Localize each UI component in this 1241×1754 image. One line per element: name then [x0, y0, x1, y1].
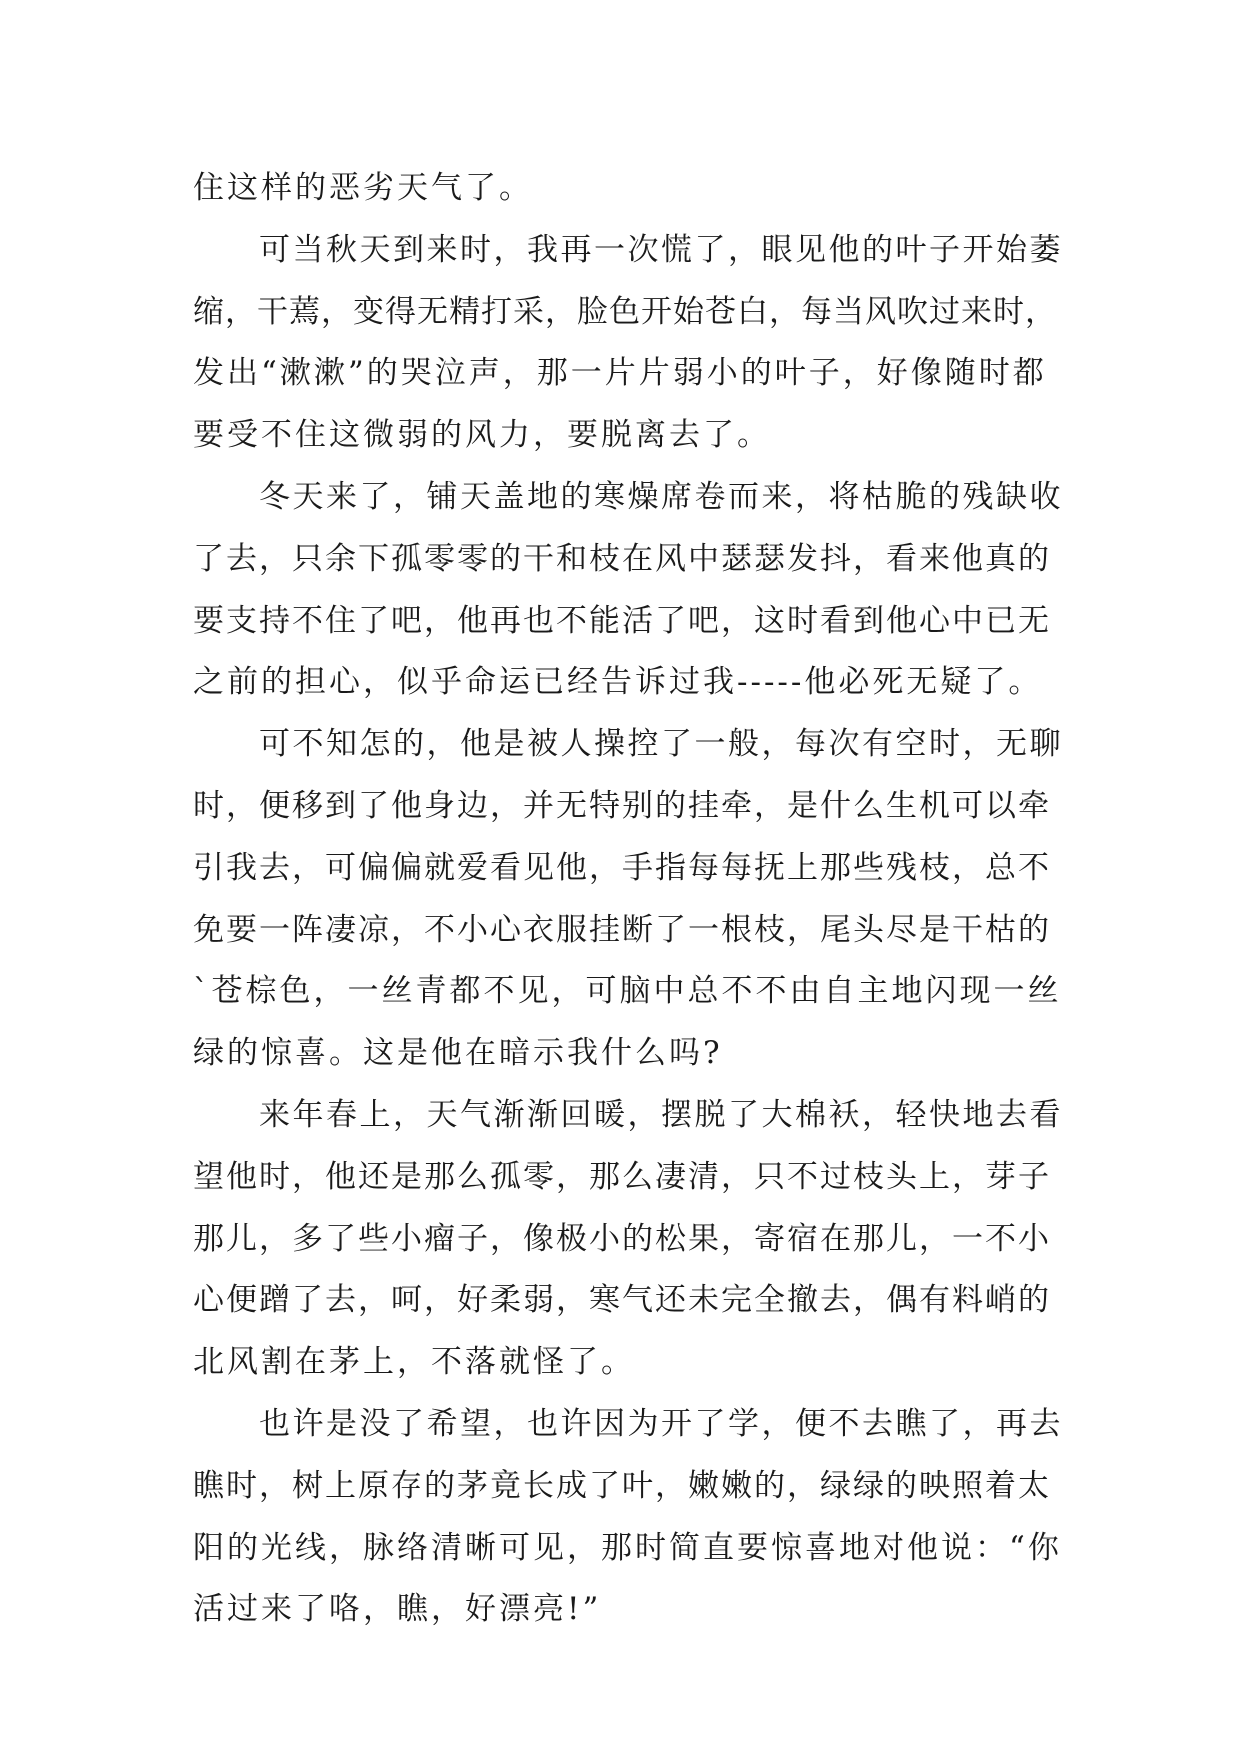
text-line: `苍棕色，一丝青都不见，可脑中总不不由自主地闪现一丝: [193, 973, 1062, 1010]
text-line: 绿的惊喜。这是他在暗示我什么吗?: [193, 1035, 723, 1072]
text-line: 缩，干蔫，变得无精打采，脸色开始苍白，每当风吹过来时，: [193, 293, 1057, 330]
text-line: 发出“漱漱”的哭泣声，那一片片弱小的叶子，好像随时都: [193, 355, 1047, 392]
text-line: 心便蹭了去，呵，好柔弱，寒气还未完全撤去，偶有料峭的: [193, 1282, 1051, 1319]
text-line: 免要一阵凄凉，不小心衣服挂断了一根枝，尾头尽是干枯的: [193, 911, 1051, 948]
paragraph-first-line: 冬天来了，铺天盖地的寒燥席卷而来，将枯脆的残缺收: [259, 478, 1063, 515]
body-text: [193, 158, 1063, 1641]
paragraph-first-line: 可当秋天到来时，我再一次慌了，眼见他的叶子开始萎: [259, 231, 1063, 268]
text-line: 北风割在茅上，不落就怪了。: [193, 1344, 635, 1381]
text-line: 望他时，他还是那么孤零，那么凄清，只不过枝头上，芽子: [193, 1158, 1051, 1195]
text-line: 时，便移到了他身边，并无特别的挂牵，是什么生机可以牵: [193, 787, 1051, 824]
text-line: 要受不住这微弱的风力，要脱离去了。: [193, 417, 771, 454]
text-line: 那儿，多了些小瘤子，像极小的松果，寄宿在那儿，一不小: [193, 1220, 1051, 1257]
text-line: 活过来了咯，瞧，好漂亮!”: [193, 1591, 602, 1628]
paragraph-first-line: 也许是没了希望，也许因为开了学，便不去瞧了，再去: [259, 1405, 1063, 1442]
paragraph-first-line: 来年春上，天气渐渐回暖，摆脱了大棉袄，轻快地去看: [259, 1096, 1063, 1133]
text-line: 了去，只余下孤零零的干和枝在风中瑟瑟发抖，看来他真的: [193, 540, 1051, 577]
text-line: 之前的担心，似乎命运已经告诉过我-----他必死无疑了。: [193, 664, 1043, 701]
text-line: 住这样的恶劣天气了。: [193, 170, 533, 206]
paragraph-first-line: 可不知怎的，他是被人操控了一般，每次有空时，无聊: [259, 726, 1063, 763]
text-line: 阳的光线，脉络清晰可见，那时简直要惊喜地对他说：“你: [193, 1529, 1062, 1566]
text-line: 瞧时，树上原存的茅竟长成了叶，嫩嫩的，绿绿的映照着太: [193, 1467, 1051, 1504]
text-line: 引我去，可偏偏就爱看见他，手指每每抚上那些残枝，总不: [193, 849, 1051, 886]
text-line: 要支持不住了吧，他再也不能活了吧，这时看到他心中已无: [193, 602, 1051, 639]
